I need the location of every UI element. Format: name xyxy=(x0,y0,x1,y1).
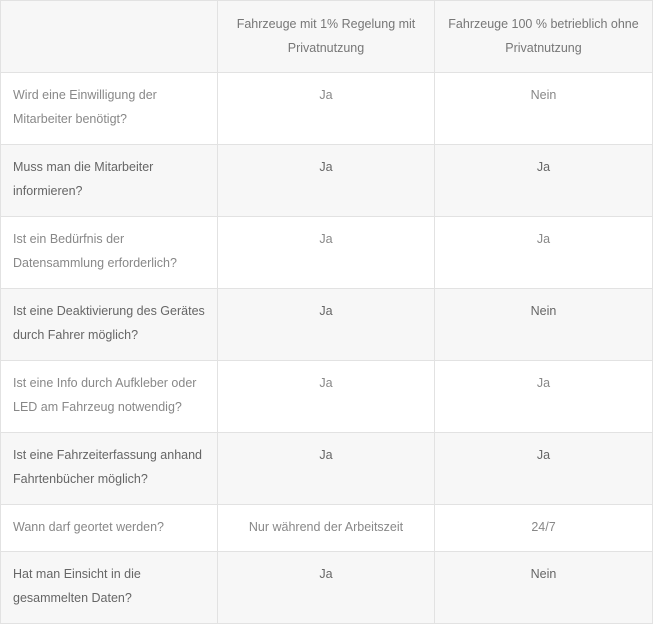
row-answer-business: 24/7 xyxy=(435,505,653,552)
row-answer-business: Ja xyxy=(435,433,653,505)
row-question: Ist eine Info durch Aufkleber oder LED am Fahrzeug notwendig? xyxy=(1,361,218,433)
header-empty-cell xyxy=(1,1,218,73)
table-row xyxy=(1,433,653,505)
header-business-only-vehicles: Fahrzeuge 100 % betrieblich ohne Privatnutzung xyxy=(435,1,653,73)
table-row xyxy=(1,217,653,289)
row-answer-private: Ja xyxy=(218,289,435,361)
row-question: Ist ein Bedürfnis der Datensammlung erforderlich? xyxy=(1,217,218,289)
table-row xyxy=(1,145,653,217)
table-row xyxy=(1,361,653,433)
row-answer-business: Ja xyxy=(435,217,653,289)
table-row xyxy=(1,552,653,624)
row-answer-business: Ja xyxy=(435,361,653,433)
row-answer-business: Nein xyxy=(435,289,653,361)
table-header-row xyxy=(1,1,653,73)
row-question: Ist eine Deaktivierung des Gerätes durch Fahrer möglich? xyxy=(1,289,218,361)
row-question: Wann darf geortet werden? xyxy=(1,505,218,552)
table-row xyxy=(1,289,653,361)
row-question: Wird eine Einwilligung der Mitarbeiter benötigt? xyxy=(1,73,218,145)
row-answer-business: Nein xyxy=(435,552,653,624)
row-answer-business: Nein xyxy=(435,73,653,145)
row-answer-private: Ja xyxy=(218,73,435,145)
row-answer-private: Ja xyxy=(218,145,435,217)
row-answer-private: Ja xyxy=(218,433,435,505)
row-answer-private: Ja xyxy=(218,552,435,624)
header-private-use-vehicles: Fahrzeuge mit 1% Regelung mit Privatnutzung xyxy=(218,1,435,73)
row-answer-private: Ja xyxy=(218,361,435,433)
row-question: Ist eine Fahrzeiterfassung anhand Fahrtenbücher möglich? xyxy=(1,433,218,505)
row-answer-private: Nur während der Arbeitszeit xyxy=(218,505,435,552)
row-question: Muss man die Mitarbeiter informieren? xyxy=(1,145,218,217)
table-row xyxy=(1,505,653,552)
row-answer-private: Ja xyxy=(218,217,435,289)
table-row xyxy=(1,73,653,145)
row-question: Hat man Einsicht in die gesammelten Daten? xyxy=(1,552,218,624)
row-answer-business: Ja xyxy=(435,145,653,217)
